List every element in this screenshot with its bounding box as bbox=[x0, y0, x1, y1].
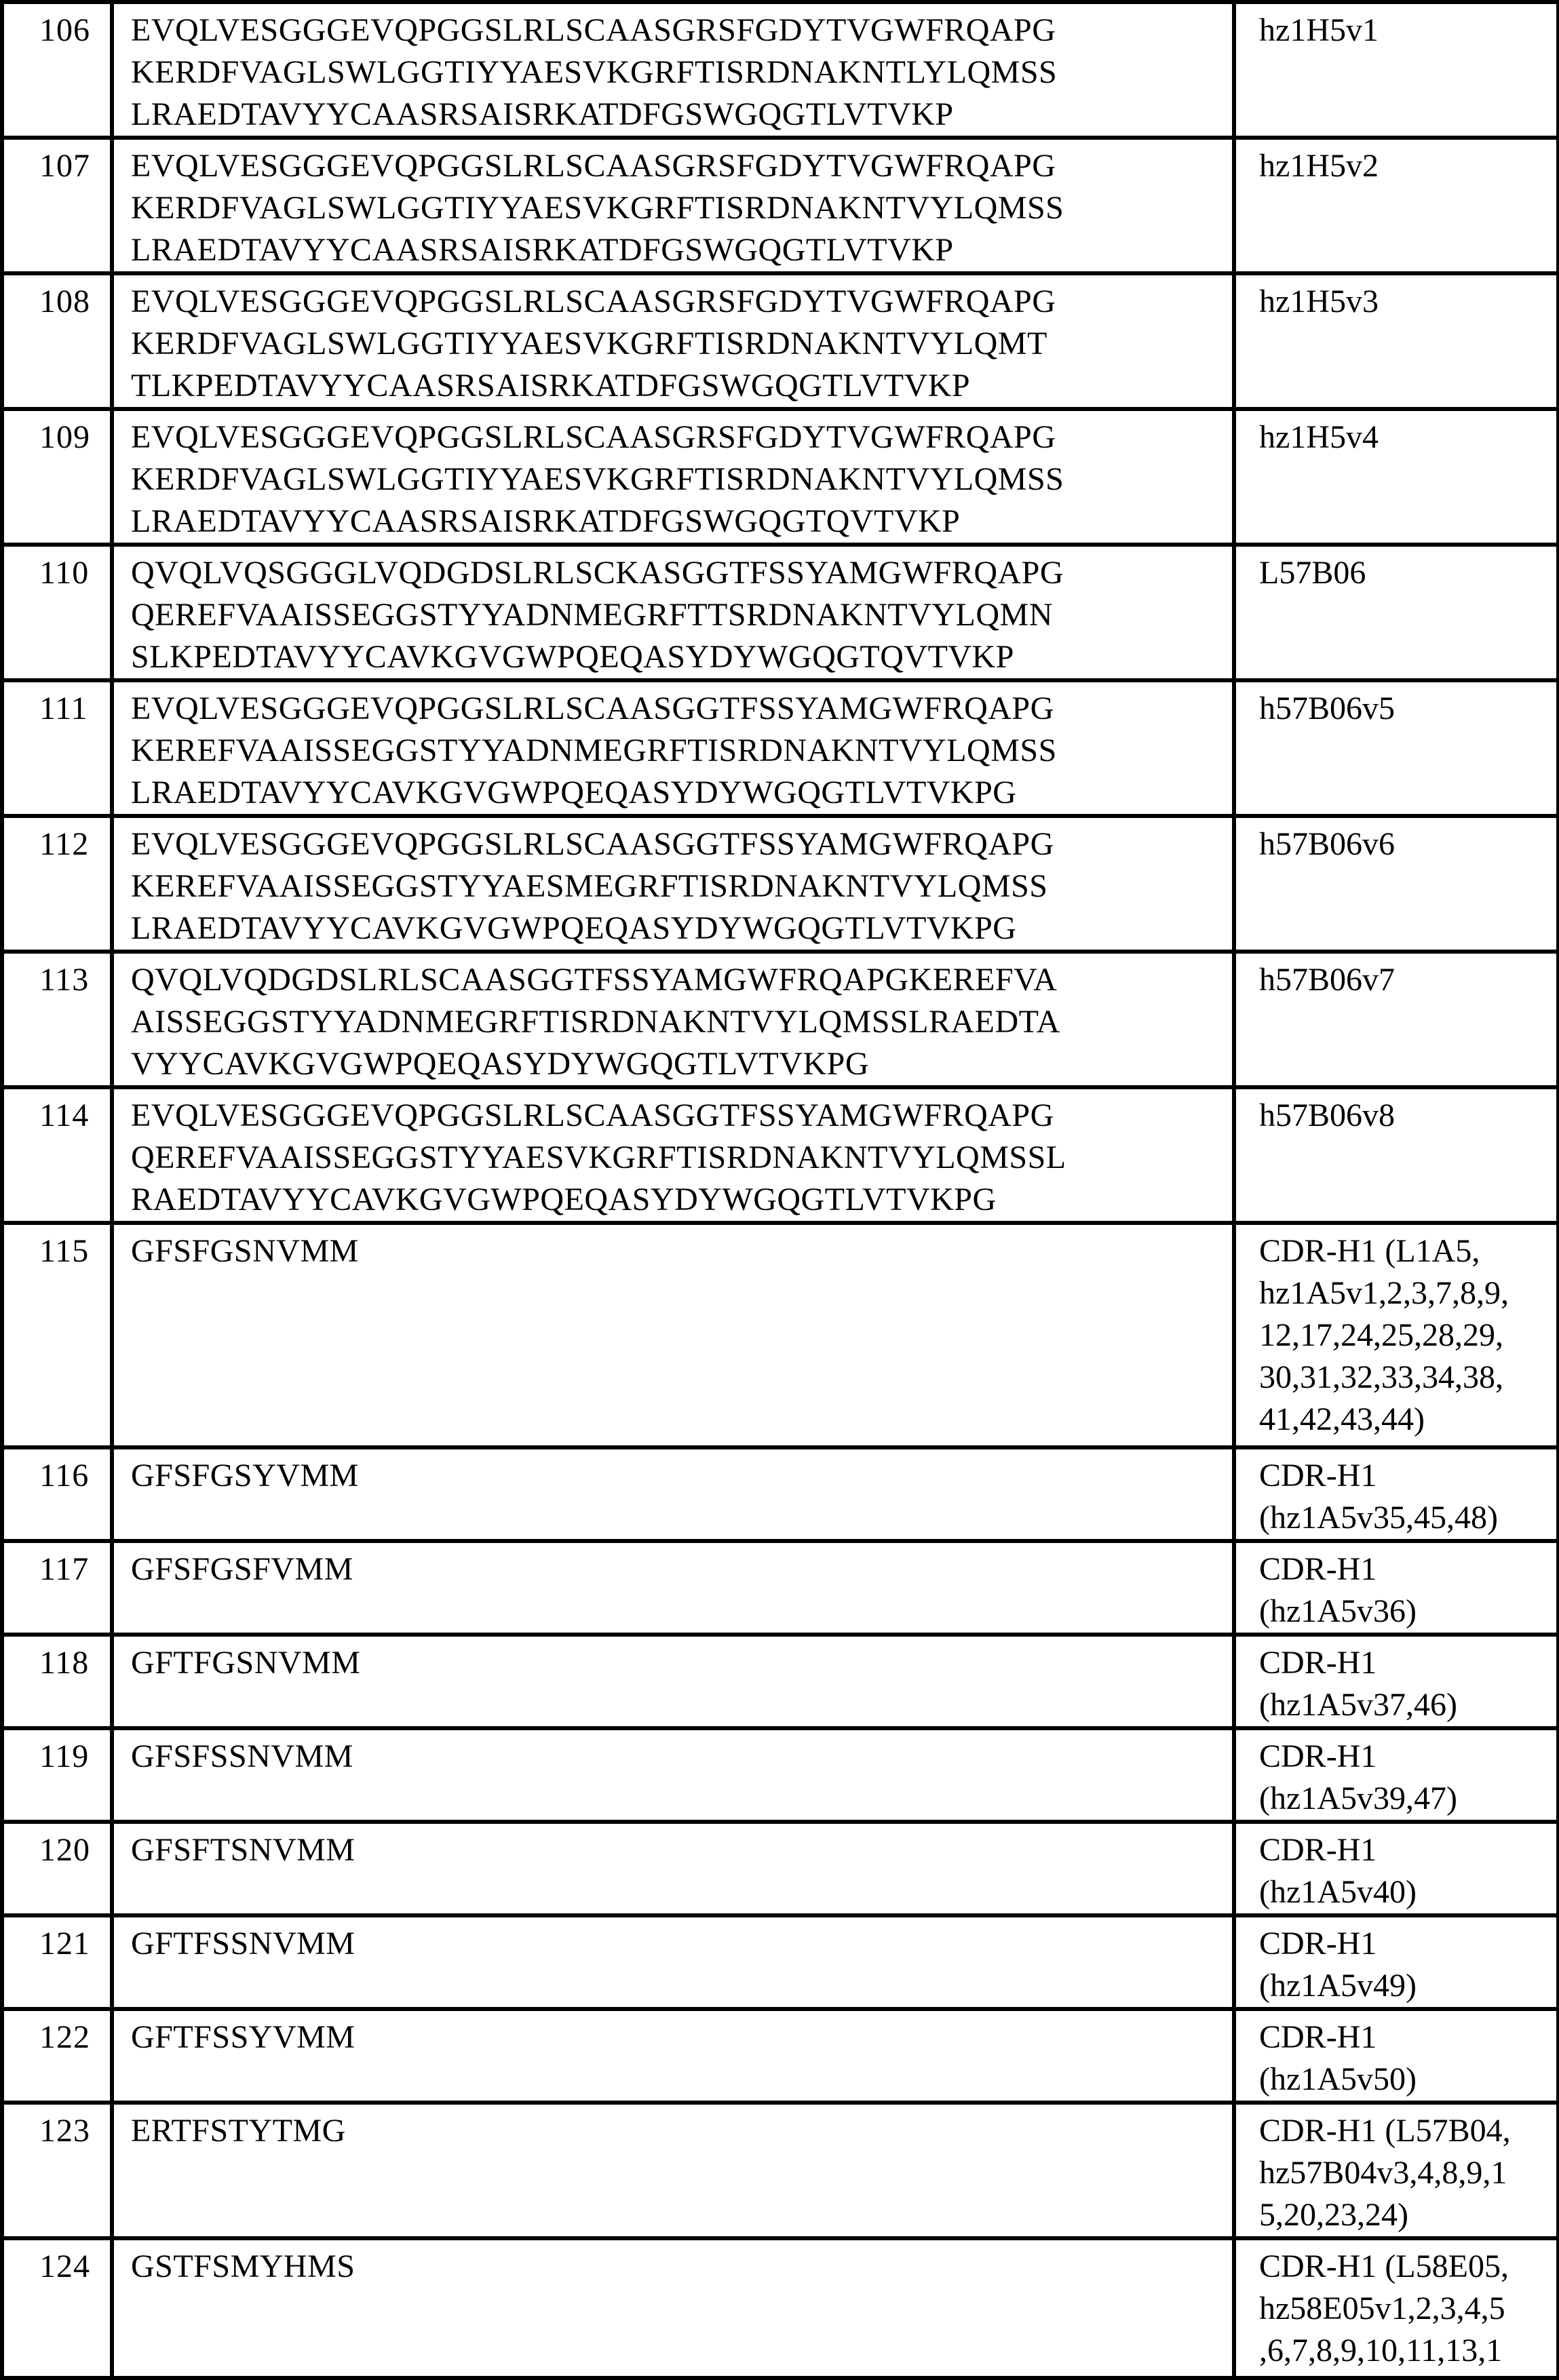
table-row bbox=[2, 2238, 1558, 2378]
table-row bbox=[2, 1915, 1558, 2009]
sequence-cell: GFSFGSNVMM bbox=[112, 1223, 1234, 1447]
seq-id-cell: 117 bbox=[2, 1541, 112, 1635]
seq-id-cell: 109 bbox=[2, 409, 112, 545]
table-row bbox=[2, 545, 1558, 680]
table-row bbox=[2, 680, 1558, 816]
name-cell: h57B06v8 bbox=[1234, 1087, 1558, 1223]
seq-id-cell: 118 bbox=[2, 1635, 112, 1728]
seq-id-cell: 110 bbox=[2, 545, 112, 680]
seq-id-cell: 119 bbox=[2, 1728, 112, 1822]
table-row bbox=[2, 952, 1558, 1087]
table-row bbox=[2, 1541, 1558, 1635]
sequence-cell: GFSFTSNVMM bbox=[112, 1822, 1234, 1915]
seq-id-cell: 115 bbox=[2, 1223, 112, 1447]
sequence-cell: EVQLVESGGGEVQPGGSLRLSCAASGGTFSSYAMGWFRQAPG KEREFVAAISSEGGSTYYADNMEGRFTISRDNAKNTVYLQMSS LRAEDTAVYYCAVKGVGWPQEQASYDYWGQGTLVTVKPG bbox=[112, 680, 1234, 816]
sequence-cell: ERTFSTYTMG bbox=[112, 2103, 1234, 2238]
seq-id-cell: 120 bbox=[2, 1822, 112, 1915]
table-row bbox=[2, 1087, 1558, 1223]
seq-id-cell: 113 bbox=[2, 952, 112, 1087]
name-cell: CDR-H1 (hz1A5v35,45,48) bbox=[1234, 1447, 1558, 1541]
table-row bbox=[2, 1635, 1558, 1728]
seq-id-cell: 107 bbox=[2, 138, 112, 273]
sequence-cell: EVQLVESGGGEVQPGGSLRLSCAASGRSFGDYTVGWFRQAPG KERDFVAGLSWLGGTIYYAESVKGRFTISRDNAKNTLYLQMSS LRAEDTAVYYCAASRSAISRKATDFGSWGQGTLVTVKP bbox=[112, 2, 1234, 138]
table-row bbox=[2, 409, 1558, 545]
name-cell: h57B06v7 bbox=[1234, 952, 1558, 1087]
seq-id-cell: 116 bbox=[2, 1447, 112, 1541]
sequence-cell: QVQLVQDGDSLRLSCAASGGTFSSYAMGWFRQAPGKEREFVA AISSEGGSTYYADNMEGRFTISRDNAKNTVYLQMSSLRAEDTA VYYCAVKGVGWPQEQASYDYWGQGTLVTVKPG bbox=[112, 952, 1234, 1087]
seq-id-cell: 122 bbox=[2, 2009, 112, 2103]
name-cell: CDR-H1 (hz1A5v39,47) bbox=[1234, 1728, 1558, 1822]
table-row bbox=[2, 816, 1558, 952]
table-row bbox=[2, 1223, 1558, 1447]
seq-id-cell: 124 bbox=[2, 2238, 112, 2378]
name-cell: CDR-H1 (hz1A5v49) bbox=[1234, 1915, 1558, 2009]
name-cell: hz1H5v2 bbox=[1234, 138, 1558, 273]
sequence-cell: GFSFGSFVMM bbox=[112, 1541, 1234, 1635]
sequence-cell: EVQLVESGGGEVQPGGSLRLSCAASGGTFSSYAMGWFRQAPG QEREFVAAISSEGGSTYYAESVKGRFTISRDNAKNTVYLQMSSL RAEDTAVYYCAVKGVGWPQEQASYDYWGQGTLVTVKPG bbox=[112, 1087, 1234, 1223]
sequence-cell: QVQLVQSGGGLVQDGDSLRLSCKASGGTFSSYAMGWFRQAPG QEREFVAAISSEGGSTYYADNMEGRFTTSRDNAKNTVYLQMN SLKPEDTAVYYCAVKGVGWPQEQASYDYWGQGTQVTVKP bbox=[112, 545, 1234, 680]
name-cell: h57B06v5 bbox=[1234, 680, 1558, 816]
name-cell: h57B06v6 bbox=[1234, 816, 1558, 952]
seq-id-cell: 123 bbox=[2, 2103, 112, 2238]
sequence-cell: EVQLVESGGGEVQPGGSLRLSCAASGRSFGDYTVGWFRQAPG KERDFVAGLSWLGGTIYYAESVKGRFTISRDNAKNTVYLQMSS LRAEDTAVYYCAASRSAISRKATDFGSWGQGTLVTVKP bbox=[112, 138, 1234, 273]
sequence-cell: GFSFSSNVMM bbox=[112, 1728, 1234, 1822]
table-row bbox=[2, 1728, 1558, 1822]
name-cell: hz1H5v4 bbox=[1234, 409, 1558, 545]
name-cell: CDR-H1 (hz1A5v37,46) bbox=[1234, 1635, 1558, 1728]
name-cell: hz1H5v1 bbox=[1234, 2, 1558, 138]
name-cell: hz1H5v3 bbox=[1234, 273, 1558, 409]
seq-id-cell: 111 bbox=[2, 680, 112, 816]
seq-id-cell: 112 bbox=[2, 816, 112, 952]
seq-id-cell: 108 bbox=[2, 273, 112, 409]
seq-id-cell: 106 bbox=[2, 2, 112, 138]
table-row bbox=[2, 1822, 1558, 1915]
sequence-cell: GFTFSSNVMM bbox=[112, 1915, 1234, 2009]
name-cell: CDR-H1 (hz1A5v36) bbox=[1234, 1541, 1558, 1635]
name-cell: CDR-H1 (hz1A5v40) bbox=[1234, 1822, 1558, 1915]
name-cell: CDR-H1 (L57B04, hz57B04v3,4,8,9,1 5,20,23,24) bbox=[1234, 2103, 1558, 2238]
table-row bbox=[2, 2103, 1558, 2238]
table-row bbox=[2, 2, 1558, 138]
seq-id-cell: 114 bbox=[2, 1087, 112, 1223]
table-row bbox=[2, 273, 1558, 409]
name-cell: CDR-H1 (hz1A5v50) bbox=[1234, 2009, 1558, 2103]
name-cell: L57B06 bbox=[1234, 545, 1558, 680]
seq-id-cell: 121 bbox=[2, 1915, 112, 2009]
sequence-cell: GFSFGSYVMM bbox=[112, 1447, 1234, 1541]
sequence-cell: GSTFSMYHMS bbox=[112, 2238, 1234, 2378]
sequence-cell: GFTFSSYVMM bbox=[112, 2009, 1234, 2103]
name-cell: CDR-H1 (L58E05, hz58E05v1,2,3,4,5 ,6,7,8,9,10,11,13,1 bbox=[1234, 2238, 1558, 2378]
table-row bbox=[2, 2009, 1558, 2103]
sequence-cell: EVQLVESGGGEVQPGGSLRLSCAASGRSFGDYTVGWFRQAPG KERDFVAGLSWLGGTIYYAESVKGRFTISRDNAKNTVYLQMSS LRAEDTAVYYCAASRSAISRKATDFGSWGQGTQVTVKP bbox=[112, 409, 1234, 545]
table-row bbox=[2, 138, 1558, 273]
sequence-cell: EVQLVESGGGEVQPGGSLRLSCAASGGTFSSYAMGWFRQAPG KEREFVAAISSEGGSTYYAESMEGRFTISRDNAKNTVYLQMSS LRAEDTAVYYCAVKGVGWPQEQASYDYWGQGTLVTVKPG bbox=[112, 816, 1234, 952]
name-cell: CDR-H1 (L1A5, hz1A5v1,2,3,7,8,9, 12,17,24,25,28,29, 30,31,32,33,34,38, 41,42,43,44) bbox=[1234, 1223, 1558, 1447]
table-row bbox=[2, 1447, 1558, 1541]
sequence-cell: EVQLVESGGGEVQPGGSLRLSCAASGRSFGDYTVGWFRQAPG KERDFVAGLSWLGGTIYYAESVKGRFTISRDNAKNTVYLQMT TLKPEDTAVYYCAASRSAISRKATDFGSWGQGTLVTVKP bbox=[112, 273, 1234, 409]
sequence-cell: GFTFGSNVMM bbox=[112, 1635, 1234, 1728]
